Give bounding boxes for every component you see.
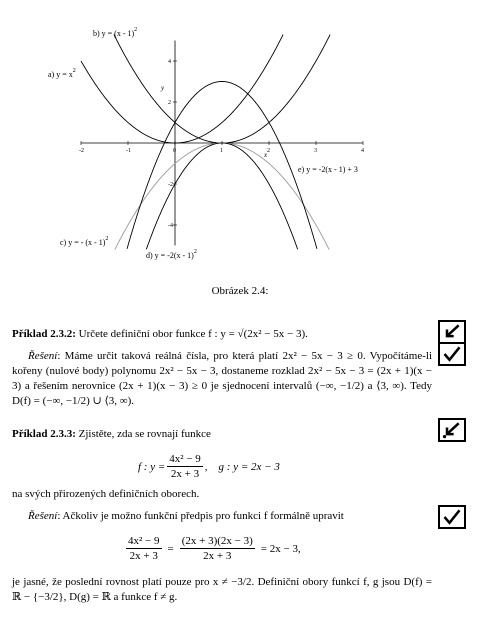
figure-caption: Obrázek 2.4: [211,285,269,297]
arrow-down-left-icon[interactable] [438,418,466,442]
example-2-solution [12,509,432,524]
fraction-f: $\frac{\text{4x² − 9}}{2x + 3}$ [169,453,201,480]
example-1-task [12,327,432,342]
arrow-down-left-icon[interactable] [438,320,466,344]
solution-label: Řešení [28,350,58,362]
example-2-task-text: Zjistěte, zda se rovnají funkce [78,428,211,440]
example-1-task-text: Určete definiční obor funkce f : y = √(2x² − 5x − 3). [78,328,308,340]
function-graph [0,0,480,280]
x-tick-label: 4 [361,148,364,154]
solution-text: : Máme určit taková reálná čísla, pro která platí 2x² − 5x − 3 ≥ 0. Vypočítáme-li kořeny (nulové body) polynomu 2x² − 5x − 3, dostaneme rozklad 2x² − 5x − 3 = (2x + 1)(x − 3) a řešením nerovnice (2x + 1)(x − 3) ≥ 0 je sjednocení intervalů (−∞, −1/2) a ⟨3, ∞). Tedy D(f) = (−∞, −1/2) ∪ ⟨3, ∞). [12,350,432,407]
label-e: e) y = -2(x - 1) + 3 [298,165,358,174]
x-tick-label: -1 [126,148,131,154]
equation-f-g: f : y = $\frac{\text{4x² − 9}}{2x + 3}$ , g : y = 2x − 3 [138,453,280,480]
label-b: b) y = (x - 1)$^2$ [93,27,138,38]
example-2-after: na svých přirozených definičních oborech. [12,488,200,500]
example-1-solution [12,349,432,409]
label-d: d) y = -2(x - 1)$^2$ [146,249,197,260]
curve-a [81,35,283,143]
example-2-title: Příklad 2.3.3: [12,428,76,440]
equation-simplify: $\frac{\text{4x² − 9}}{2x + 3}$ = $\frac{(2x + 3)(2x - 3)}{2x + 3}$ = 2x − 3, [128,535,301,562]
y-tick-label: -2 [168,182,173,188]
x-axis-label: x [264,151,268,159]
example-2-conclusion: je jasné, že poslední rovnost platí pouze pro x ≠ −3/2. Definiční obory funkcí f, g jsou D(f) = ℝ − {−3/2}, D(g) = ℝ a funkce f ≠ g. [12,576,432,603]
y-axis-label: y [161,84,165,92]
x-tick-label: 3 [314,148,317,154]
x-tick-label: 0 [173,148,176,154]
y-tick-label: -4 [168,223,173,229]
curve-d [146,143,297,249]
curve-b [114,35,330,143]
y-tick-label: 4 [168,59,171,65]
example-1-title: Příklad 2.3.2: [12,328,76,340]
x-tick-label: 1 [220,148,223,154]
x-tick-label: 2 [267,148,270,154]
checkmark-icon[interactable] [438,342,466,366]
tick-labels [79,59,364,229]
solution-text: : Ačkoliv je možno funkční předpis pro funkci f formálně upravit [57,510,344,522]
x-tick-label: -2 [79,148,84,154]
label-a: a) $y = x^2$ [48,68,76,79]
curves [81,35,330,250]
y-tick-label: 2 [168,100,171,106]
example-2-task [12,427,432,442]
checkmark-icon[interactable] [438,505,466,529]
curve-c [115,143,329,250]
solution-label: Řešení [28,510,58,522]
label-c: c) y = - (x - 1)$^2$ [60,236,109,247]
